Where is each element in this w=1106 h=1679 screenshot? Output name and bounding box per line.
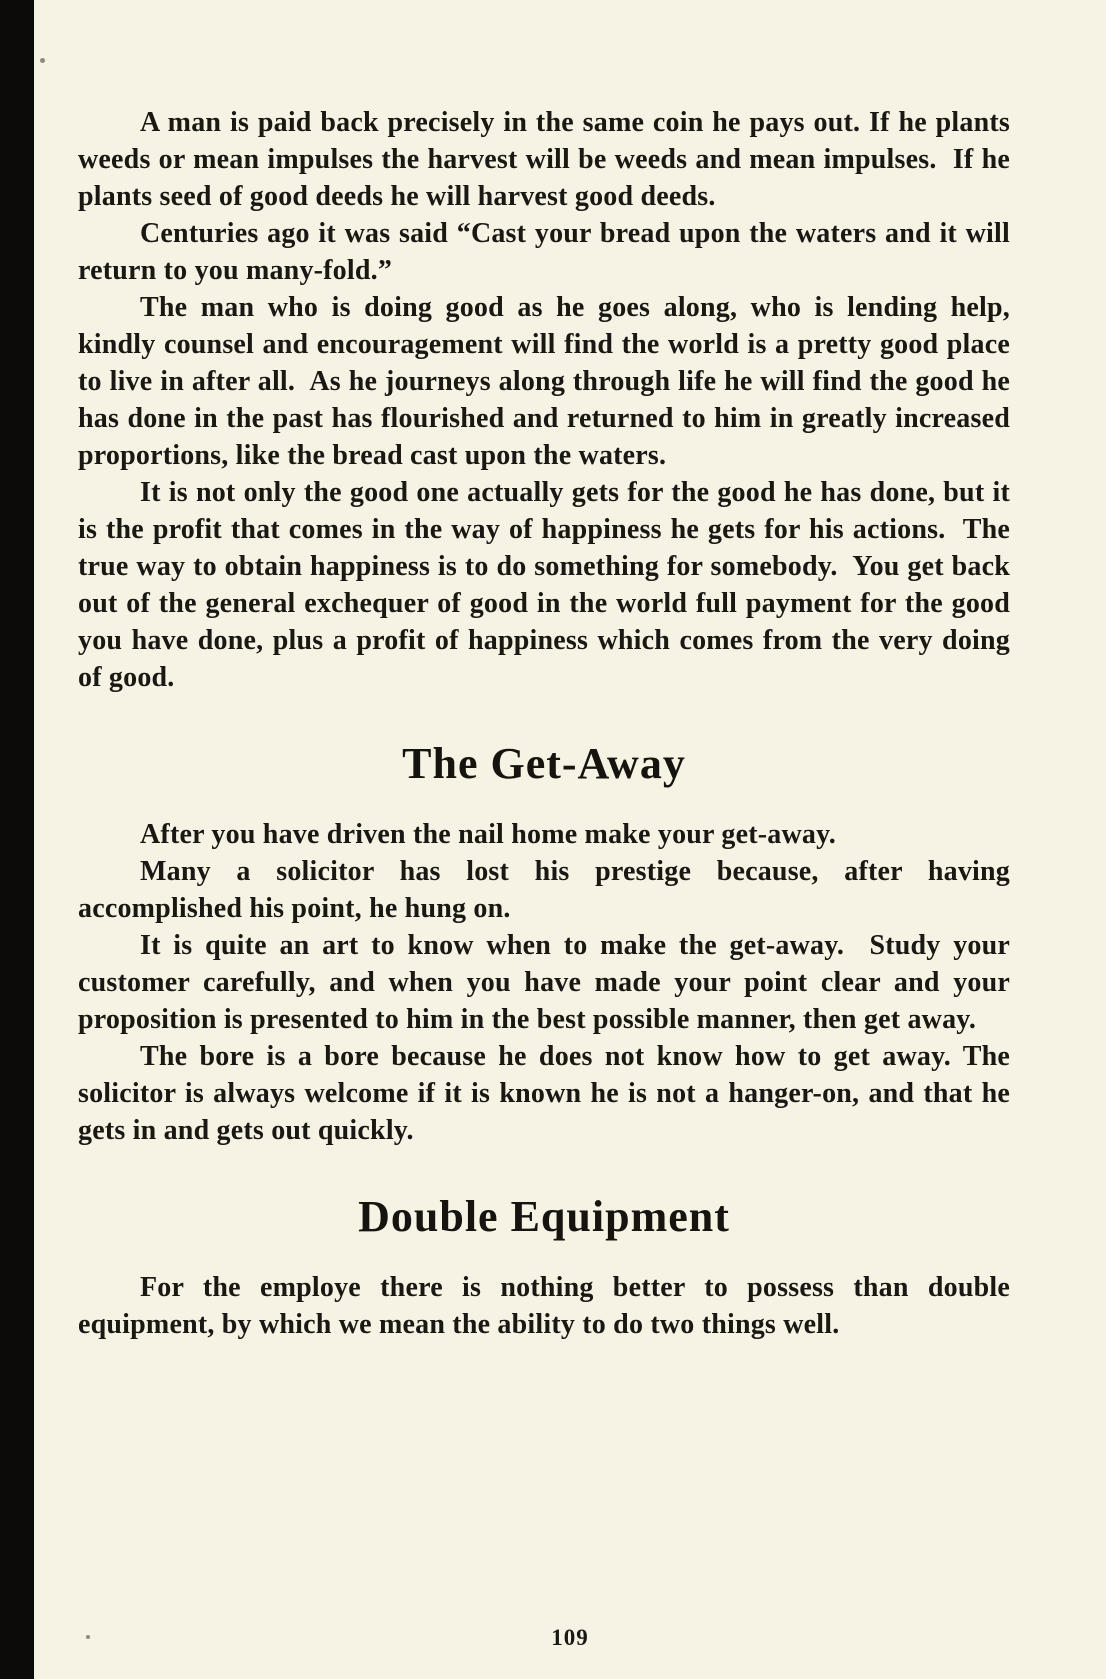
paragraph: For the employe there is nothing better to possess than double equipment, by which we mean the ability to do two things well. — [78, 1272, 1018, 1340]
paragraph: Centuries ago it was said “Cast your bread upon the waters and it will return to you many-fold.” — [78, 218, 1018, 286]
scan-speck — [40, 58, 45, 63]
page-number: 109 — [551, 1625, 589, 1650]
scan-gutter-bar — [0, 0, 34, 1679]
paragraph: After you have driven the nail home make your get-away. — [140, 819, 836, 850]
paragraph: It is quite an art to know when to make the get-away. Study your customer carefully, and when you have made your point clear and your proposition is presented to him in the best possible manner, then get away. — [78, 930, 1018, 1035]
paragraph: Many a solicitor has lost his prestige because, after having accomplished his point, he hung on. — [78, 856, 1018, 924]
page-content — [78, 104, 1018, 1343]
section-heading-double-equipment: Double Equipment — [358, 1192, 730, 1241]
section-heading-the-get-away: The Get-Away — [402, 739, 686, 788]
paragraph: The bore is a bore because he does not know how to get away. The solicitor is always welcome if it is known he is not a hanger-on, and that he gets in and gets out quickly. — [78, 1041, 1018, 1146]
paragraph: A man is paid back precisely in the same coin he pays out. If he plants weeds or mean impulses the harvest will be weeds and mean impulses. If he plants seed of good deeds he will harvest good deeds. — [78, 107, 1018, 212]
paragraph: It is not only the good one actually gets for the good he has done, but it is the profit that comes in the way of happiness he gets for his actions. The true way to obtain happiness is to do something for somebody. You get back out of the general exchequer of good in the world full payment for the good you have done, plus a profit of happiness which comes from the very doing of good. — [78, 477, 1018, 693]
paragraph: The man who is doing good as he goes along, who is lending help, kindly counsel and encouragement will find the world is a pretty good place to live in after all. As he journeys along through life he will find the good he has done in the past has flourished and returned to him in greatly increased proportions, like the bread cast upon the waters. — [78, 292, 1018, 471]
